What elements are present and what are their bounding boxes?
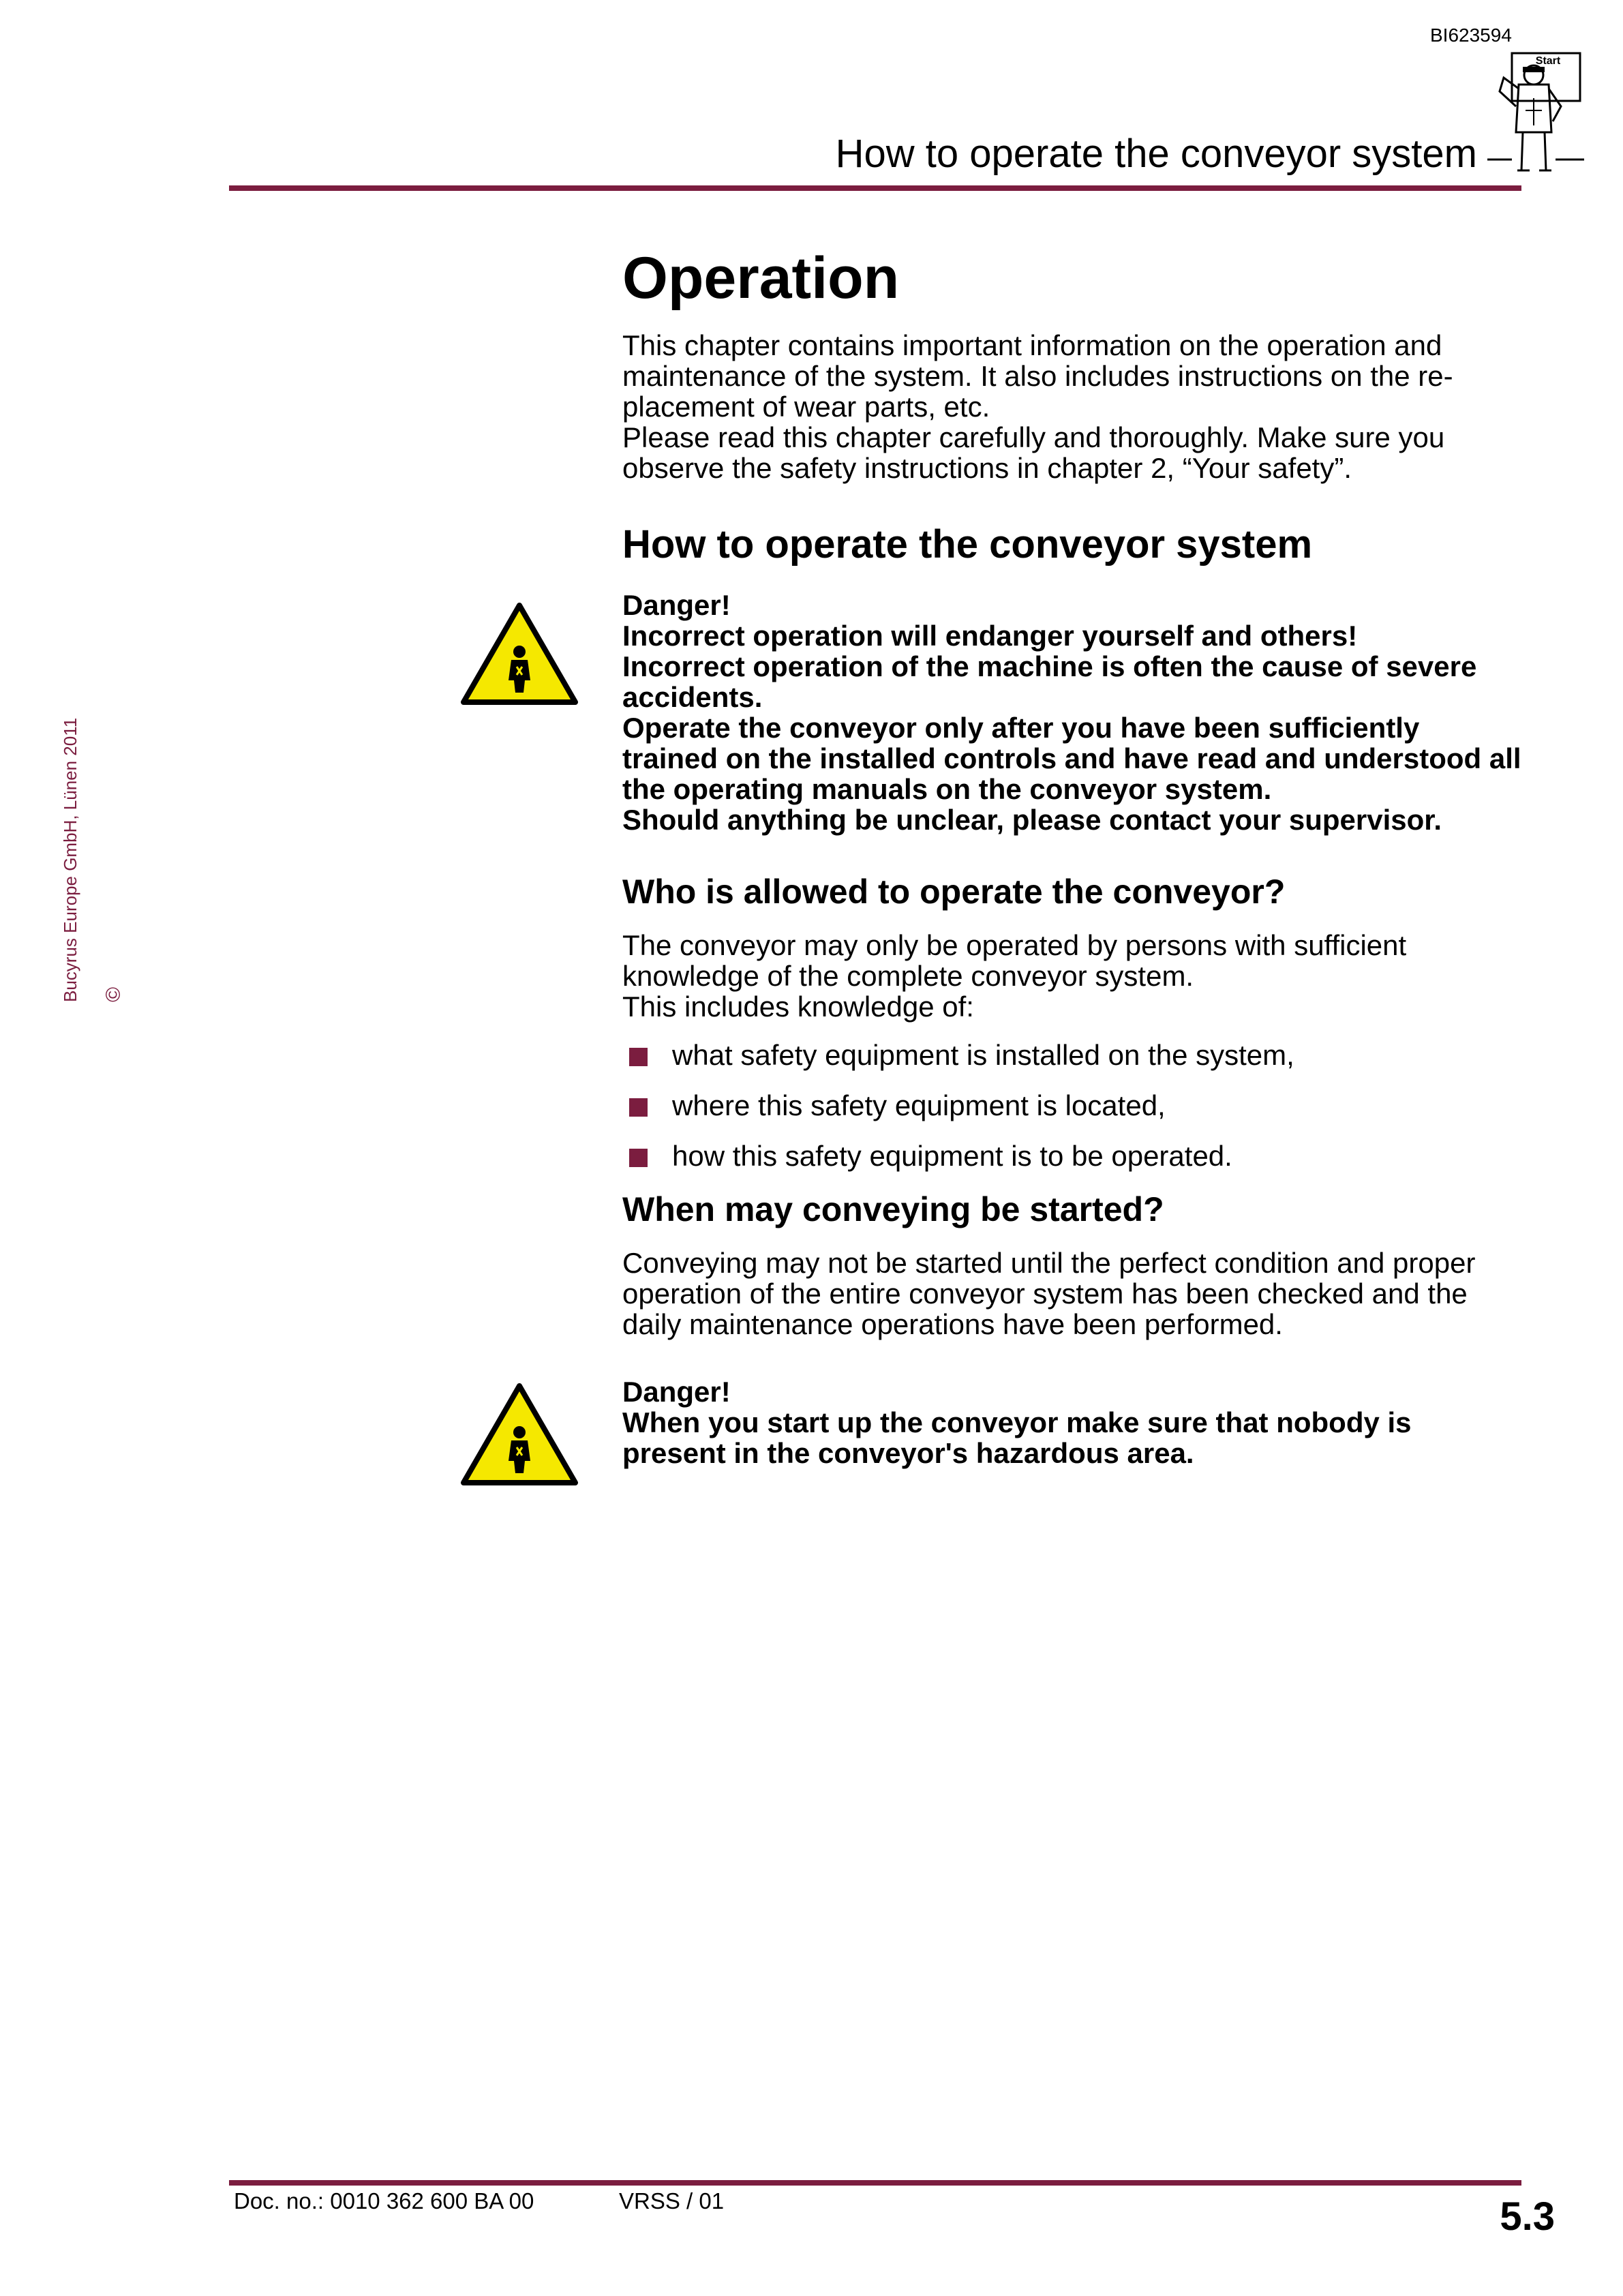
list-item-text: where this safety equipment is located, <box>672 1089 1166 1122</box>
danger-notice <box>622 1376 1522 1468</box>
intro-paragraph: This chapter contains important information on the operation and maintenance of the system. It also includes instructions on the re-placement of wear parts, etc. <box>622 329 1453 423</box>
copyright-symbol: © <box>102 986 125 1002</box>
danger-line: Should anything be unclear, please contact your supervisor. <box>622 804 1442 836</box>
bullet-square-icon <box>629 1149 648 1167</box>
list-item <box>622 1040 1522 1070</box>
who-paragraph-2: This includes knowledge of: <box>622 991 974 1023</box>
danger-line: When you start up the conveyor make sure that nobody is present in the conveyor's hazardous area. <box>622 1406 1412 1470</box>
danger-line: Incorrect operation will endanger yourself and others! <box>622 620 1358 652</box>
start-figure-logo-icon <box>1485 50 1587 187</box>
logo-start-label: Start <box>1535 55 1561 67</box>
document-id: BI623594 <box>1430 25 1512 46</box>
footer-version: VRSS / 01 <box>619 2188 725 2214</box>
danger-notice <box>622 590 1522 835</box>
list-item <box>622 1141 1522 1171</box>
knowledge-list <box>622 1040 1522 1171</box>
list-item-text: how this safety equipment is to be operated. <box>672 1140 1232 1173</box>
who-paragraph: The conveyor may only be operated by persons with sufficient knowledge of the complete conveyor system. <box>622 929 1407 993</box>
section-heading: How to operate the conveyor system <box>622 522 1313 567</box>
list-item <box>622 1090 1522 1121</box>
page-title: Operation <box>622 245 900 311</box>
who-heading: Who is allowed to operate the conveyor? <box>622 873 1286 911</box>
main-content <box>622 245 1522 1468</box>
warning-person-icon <box>459 601 579 708</box>
list-item-text: what safety equipment is installed on the system, <box>672 1039 1294 1072</box>
danger-title: Danger! <box>622 1376 731 1408</box>
bullet-square-icon <box>629 1098 648 1117</box>
warning-person-icon <box>459 1382 579 1488</box>
footer-doc-number: Doc. no.: 0010 362 600 BA 00 <box>234 2188 534 2214</box>
danger-line: Operate the conveyor only after you have been sufficiently trained on the installed controls and have read and understood all the operating manuals on the conveyor system. <box>622 712 1521 806</box>
danger-title: Danger! <box>622 589 731 622</box>
footer-rule <box>229 2180 1521 2186</box>
danger-line: Incorrect operation of the machine is often the cause of severe accidents. <box>622 650 1477 714</box>
bullet-square-icon <box>629 1048 648 1066</box>
when-heading: When may conveying be started? <box>622 1190 1164 1229</box>
page-number: 5.3 <box>1500 2194 1555 2239</box>
intro-paragraph-2: Please read this chapter carefully and thoroughly. Make sure you observe the safety instructions in chapter 2, “Your safety”. <box>622 421 1445 485</box>
running-header-title: How to operate the conveyor system <box>835 132 1477 176</box>
header-rule <box>229 185 1521 191</box>
when-paragraph: Conveying may not be started until the perfect condition and proper operation of the entire conveyor system has been checked and the daily maintenance operations have been performed. <box>622 1247 1476 1341</box>
copyright-notice: Bucyrus Europe GmbH, Lünen 2011 <box>60 717 80 1002</box>
